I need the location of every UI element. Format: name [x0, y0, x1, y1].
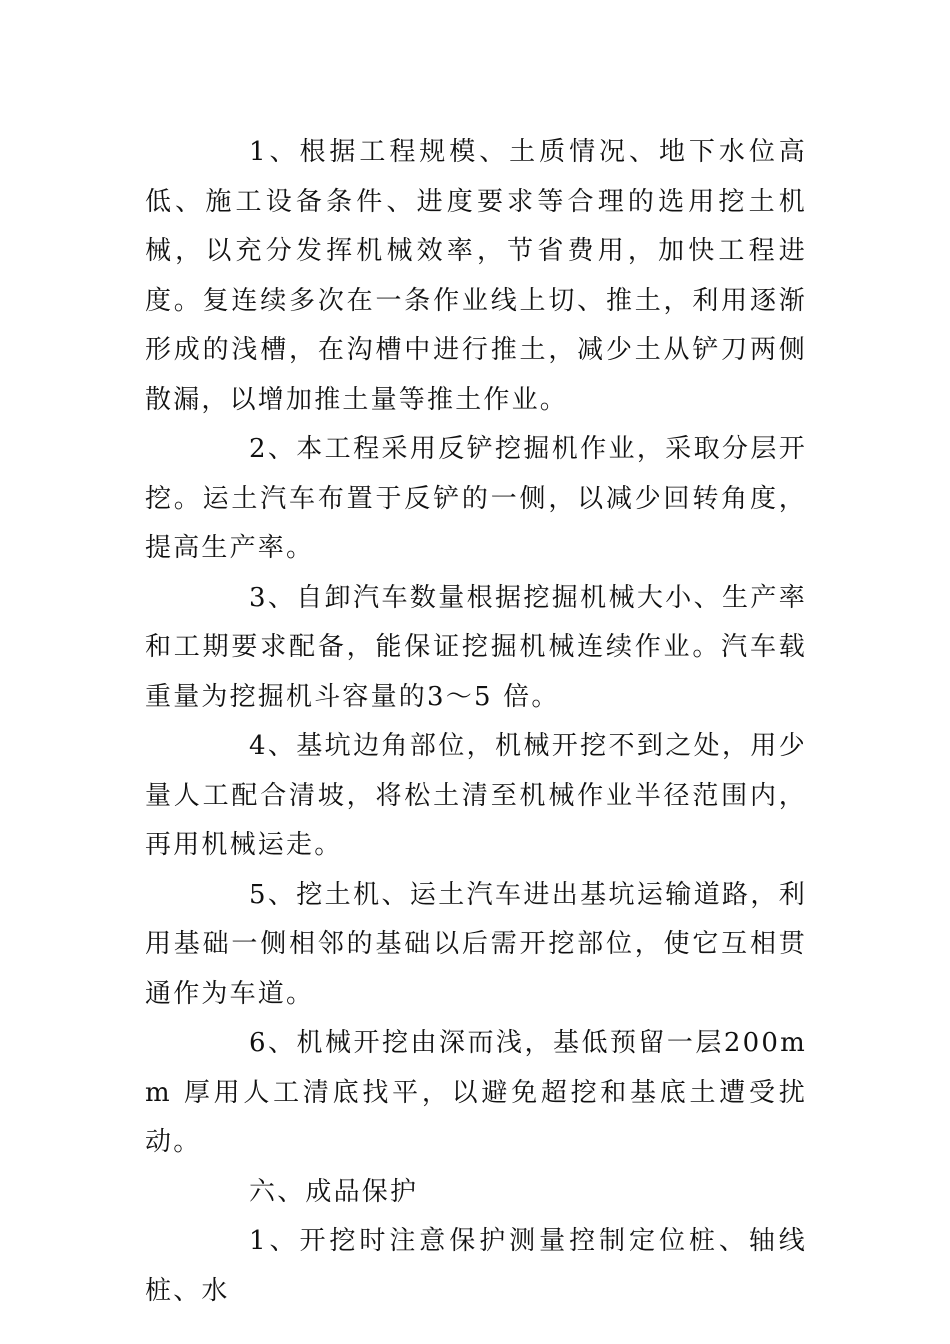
paragraph-3: 3、自卸汽车数量根据挖掘机械大小、生产率和工期要求配备，能保证挖掘机械连续作业。汽车载重量为挖掘机斗容量的3～5 倍。	[145, 582, 807, 712]
document-body	[145, 128, 807, 1316]
paragraph-4: 4、基坑边角部位，机械开挖不到之处，用少量人工配合清坡，将松土清至机械作业半径范围内，再用机械运走。	[145, 731, 807, 860]
paragraph-2: 2、本工程采用反铲挖掘机作业，采取分层开挖。运土汽车布置于反铲的一侧，以减少回转角度，提高生产率。	[145, 434, 807, 563]
paragraph-1: 1、根据工程规模、土质情况、地下水位高低、施工设备条件、进度要求等合理的选用挖土机械，以充分发挥机械效率，节省费用，加快工程进度。复连续多次在一条作业线上切、推土，利用逐渐形成的浅槽，在沟槽中进行推土，减少土从铲刀两侧散漏，以增加推土量等推土作业。	[145, 137, 807, 415]
paragraph-5: 5、挖土机、运土汽车进出基坑运输道路，利用基础一侧相邻的基础以后需开挖部位，使它互相贯通作为车道。	[145, 879, 807, 1009]
paragraph-6: 6、机械开挖由深而浅，基低预留一层200mm 厚用人工清底找平，以避免超挖和基底土遭受扰动。	[145, 1028, 807, 1157]
section-heading: 六、成品保护	[249, 1176, 419, 1207]
paragraph-7: 1、开挖时注意保护测量控制定位桩、轴线桩、水	[145, 1226, 807, 1306]
